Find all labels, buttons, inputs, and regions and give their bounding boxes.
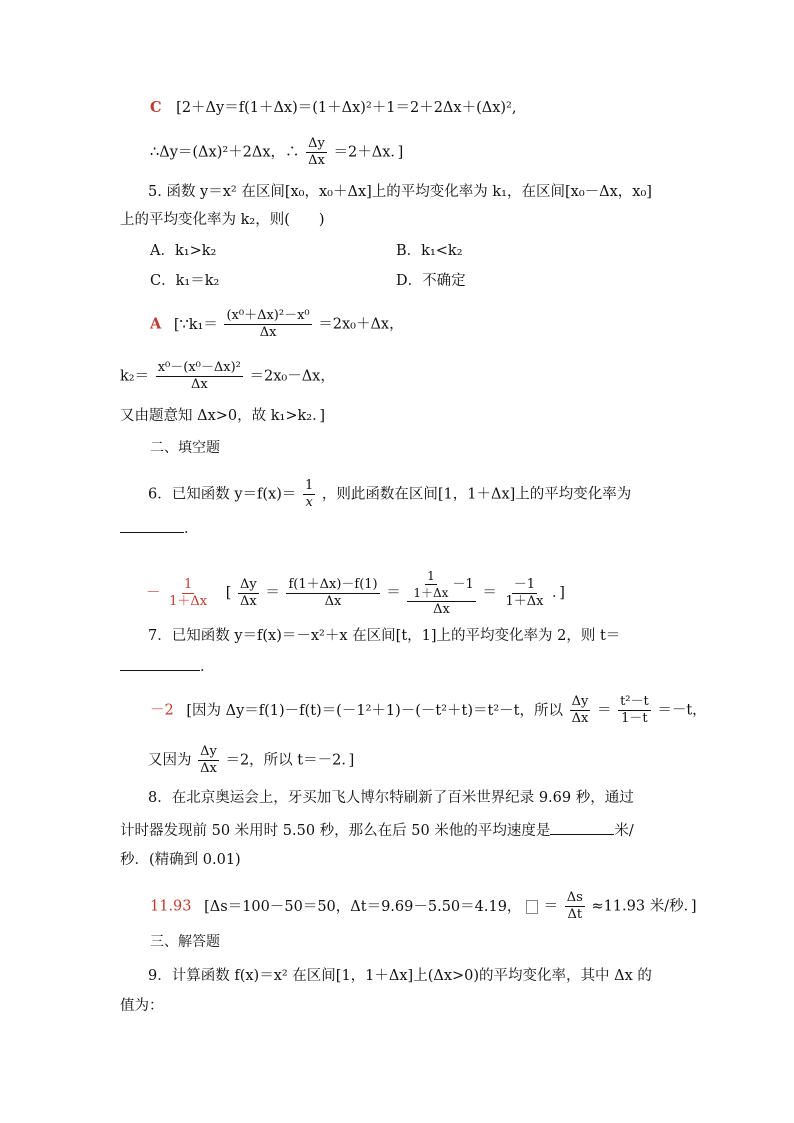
q6-line1 <box>148 478 631 511</box>
q8-line1: 8．在北京奥运会上，牙买加飞人博尔特刷新了百米世界纪录 9.69 秒，通过 <box>148 790 634 806</box>
answer5-line1 <box>150 308 404 341</box>
q6-suffix: ，则此函数在区间[1，1＋Δx]上的平均变化率为 <box>321 486 632 503</box>
q5-line2: 上的平均变化率为 k₂，则( ) <box>120 212 325 228</box>
answer5-line3: 又由题意知 Δx>0，故 k₁>k₂．] <box>120 408 325 424</box>
answer5-prefix: [∵k₁＝ <box>173 316 218 333</box>
q9-line1: 9．计算函数 f(x)＝x² 在区间[1，1＋Δx]上(Δx>0)的平均变化率，其中 Δx 的 <box>148 968 652 984</box>
answer4-line2 <box>150 136 403 169</box>
q5-option-a: A．k₁>k₂ <box>150 243 217 259</box>
answer4-fraction: $\frac{\Delta y}{\Delta x}$ <box>308 136 325 168</box>
answer4-text1: [2＋Δy＝f(1＋Δx)＝(1＋Δx)²＋1＝2＋2Δx＋(Δx)², <box>176 100 517 116</box>
answer6-line: － $\frac{1}{1+\Delta x}$ [ $\frac{\Delta y}{\Delta x}$ ＝ $\frac{f(1+\Delta x)-f(1)}{\Delta x}$ ＝ $\frac{1}{1+\Delta x}$ －1 Δx ＝ $\frac{-1}{1+\Delta x}$ ．] <box>146 569 565 617</box>
q7-line1: 7．已知函数 y＝f(x)＝－x²＋x 在区间[t，1]上的平均变化率为 2，则 t＝ <box>148 628 621 644</box>
answer6-frac3: $\frac{1}{1+\Delta x}$ －1 Δx <box>407 568 475 618</box>
answer6-frac2: $\frac{f(1+\Delta x)-f(1)}{\Delta x}$ <box>288 576 378 609</box>
answer8-body: [Δs＝100－50＝50，Δt＝9.69－5.50＝4.19， <box>204 898 522 915</box>
answer5-suffix1: ＝2x₀＋Δx， <box>318 316 404 333</box>
q6-fraction: $\frac{1}{x}$ <box>305 478 314 510</box>
section-fill-in-title: 二、填空题 <box>150 440 220 456</box>
answer4-text3: ＝2＋Δx．] <box>333 144 404 161</box>
answer4-letter: C <box>150 99 162 116</box>
answer7-frac3: $\frac{\Delta y}{\Delta x}$ <box>200 744 217 776</box>
answer7-value: －2 <box>150 702 174 719</box>
answer6-sign: － <box>146 585 161 601</box>
q9-line2: 值为： <box>120 998 164 1014</box>
answer8-line: 11.93 [Δs＝100－50＝50，Δt＝9.69－5.50＝4.19， ＝ $\frac{\Delta s}{\Delta t}$ ≈11.93 米/秒．] <box>150 890 697 922</box>
answer6-fraction: $\frac{1}{1+\Delta x}$ <box>169 576 208 609</box>
q5-option-c: C．k₁＝k₂ <box>150 273 220 289</box>
answer5-suffix2: ＝2x₀－Δx， <box>249 368 335 385</box>
answer5-k2-fraction: $\frac{\text{x⁰－(x⁰－Δx)²}}{\Delta x}$ <box>157 360 241 392</box>
missing-glyph-icon <box>526 900 538 914</box>
answer6-frac1: $\frac{\Delta y}{\Delta x}$ <box>240 576 257 609</box>
q7-answer-blank[interactable] <box>120 656 200 671</box>
answer7-frac2: $\frac{\text{t²－t}}{1-t}$ <box>620 694 649 726</box>
answer5-line2 <box>120 360 335 393</box>
answer8-value: 11.93 <box>150 898 192 915</box>
q5-option-d: D．不确定 <box>396 273 466 289</box>
answer7-frac1: $\frac{\Delta y}{\Delta x}$ <box>571 694 589 726</box>
answer5-prefix2: k₂＝ <box>120 368 150 385</box>
q8-line3: 秒．(精确到 0.01) <box>120 852 241 868</box>
q5-option-b: B．k₁<k₂ <box>396 243 463 259</box>
answer7-body: [因为 Δy＝f(1)－f(t)＝(－1²＋1)－(－t²＋t)＝t²－t，所以 <box>186 702 564 719</box>
q7-line2: ． <box>120 656 215 677</box>
answer7-line2: 又因为 $\frac{\Delta y}{\Delta x}$ ＝2，所以 t＝－2．] <box>148 744 355 776</box>
answer5-letter: A <box>150 315 162 333</box>
answer5-k1-fraction: $\frac{\text{(x⁰＋Δx)²－x⁰}}{\Delta x}$ <box>226 308 310 340</box>
q6-line2: ． <box>120 518 199 539</box>
q5-line1: 5. 函数 y＝x² 在区间[x₀，x₀＋Δx]上的平均变化率为 k₁，在区间[x₀－Δx，x₀] <box>148 184 652 200</box>
answer4-text2: ∴Δy＝(Δx)²＋2Δx，∴ <box>150 144 300 161</box>
answer6-frac4: $\frac{-1}{1+\Delta x}$ <box>505 576 544 609</box>
answer8-fraction: $\frac{\Delta s}{\Delta t}$ <box>566 890 583 922</box>
answer7-line1: －2 [因为 Δy＝f(1)－f(t)＝(－1²＋1)－(－t²＋t)＝t²－t，所以 $\frac{\Delta y}{\Delta x}$ ＝ $\frac{\text{t²－t}}{1-t}$ ＝－t， <box>150 694 707 726</box>
q8-answer-blank[interactable] <box>550 820 614 835</box>
q6-prefix: 6．已知函数 y＝f(x)＝ <box>148 486 297 503</box>
section-answer-title: 三、解答题 <box>150 934 220 950</box>
answer4-line1 <box>150 98 516 118</box>
q6-answer-blank[interactable] <box>120 518 184 533</box>
q8-line2: 计时器发现前 50 米用时 5.50 秒，那么在后 50 米他的平均速度是 米/ <box>120 820 634 841</box>
